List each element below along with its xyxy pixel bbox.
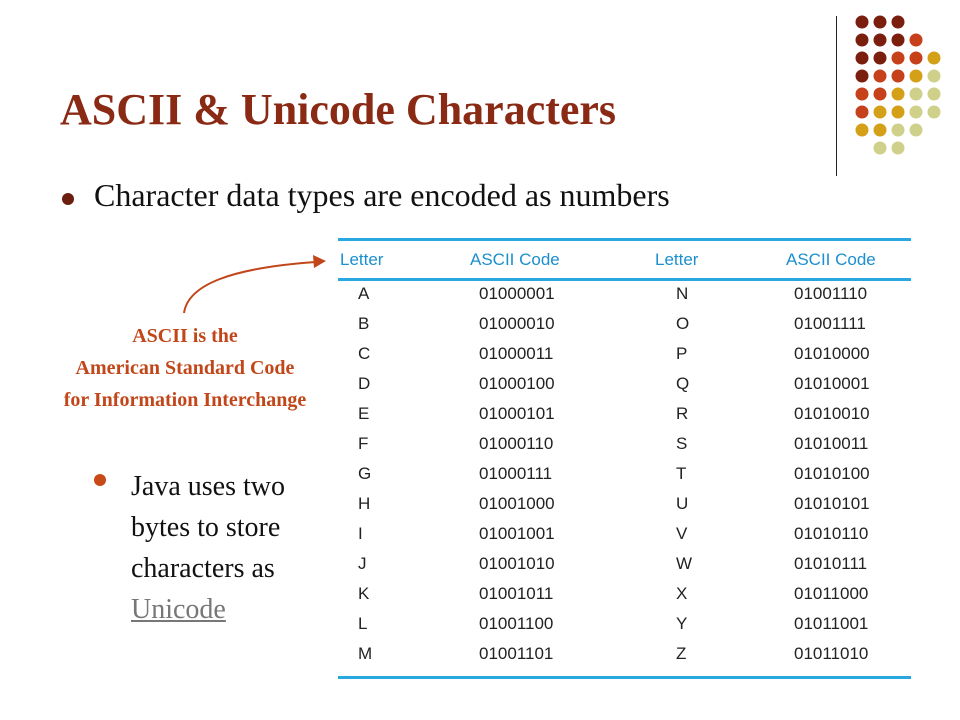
cell-ascii-code: 01001000 bbox=[479, 494, 555, 513]
slide-title: ASCII & Unicode Characters bbox=[60, 85, 617, 134]
table-header-letter: Letter bbox=[340, 250, 384, 269]
table-row bbox=[338, 464, 911, 494]
table-header-ascii-code: ASCII Code bbox=[786, 250, 876, 269]
cell-letter: D bbox=[358, 374, 371, 393]
decorative-dot bbox=[892, 142, 905, 155]
java-bullet-text bbox=[131, 466, 331, 630]
cell-ascii-code: 01000010 bbox=[479, 314, 555, 333]
cell-ascii-code: 01000100 bbox=[479, 374, 555, 393]
table-header-ascii-code: ASCII Code bbox=[470, 250, 560, 269]
decorative-dot bbox=[928, 88, 941, 101]
cell-ascii-code: 01011001 bbox=[794, 614, 869, 633]
cell-letter: B bbox=[358, 314, 370, 333]
cell-ascii-code: 01001110 bbox=[794, 284, 868, 303]
decorative-dot bbox=[856, 106, 869, 119]
decorative-dot bbox=[874, 106, 887, 119]
cell-ascii-code: 01010100 bbox=[794, 464, 870, 483]
cell-ascii-code: 01010101 bbox=[794, 494, 870, 513]
callout-line: for Information Interchange bbox=[63, 389, 307, 411]
decorative-dot bbox=[856, 52, 869, 65]
decorative-dot bbox=[892, 34, 905, 47]
table-row bbox=[338, 554, 911, 584]
cell-letter: X bbox=[676, 584, 688, 603]
cell-letter: O bbox=[676, 314, 690, 333]
decorative-dot bbox=[910, 88, 923, 101]
cell-ascii-code: 01000001 bbox=[479, 284, 555, 303]
cell-ascii-code: 01001101 bbox=[479, 644, 554, 663]
decorative-dot bbox=[910, 70, 923, 83]
cell-letter: H bbox=[358, 494, 371, 513]
table-row bbox=[338, 614, 911, 644]
cell-letter: M bbox=[358, 644, 373, 663]
decorative-dot bbox=[856, 70, 869, 83]
table-row bbox=[338, 524, 911, 554]
decorative-dot bbox=[856, 124, 869, 137]
table-bottom-rule bbox=[338, 676, 911, 679]
decorative-dot bbox=[928, 52, 941, 65]
cell-letter: Z bbox=[676, 644, 687, 663]
cell-letter: U bbox=[676, 494, 689, 513]
cell-letter: L bbox=[358, 614, 368, 633]
table-row bbox=[338, 584, 911, 614]
decorative-dot bbox=[874, 124, 887, 137]
cell-letter: S bbox=[676, 434, 688, 453]
cell-ascii-code: 01010011 bbox=[794, 434, 869, 453]
table-row bbox=[338, 434, 911, 464]
cell-letter: W bbox=[676, 554, 693, 573]
bullet-icon bbox=[94, 474, 106, 486]
decorative-dot bbox=[856, 34, 869, 47]
java-line: Java uses two bbox=[131, 471, 285, 502]
decorative-dot bbox=[910, 52, 923, 65]
ascii-code-table bbox=[338, 238, 911, 680]
decorative-dot bbox=[892, 16, 905, 29]
cell-ascii-code: 01000111 bbox=[479, 464, 553, 483]
cell-letter: Q bbox=[676, 374, 690, 393]
cell-letter: C bbox=[358, 344, 371, 363]
cell-letter: V bbox=[676, 524, 688, 543]
decorative-dot bbox=[856, 16, 869, 29]
decorative-dot bbox=[874, 34, 887, 47]
decorative-dot bbox=[874, 88, 887, 101]
decorative-dot bbox=[874, 142, 887, 155]
decorative-dot bbox=[928, 70, 941, 83]
decorative-dot bbox=[892, 88, 905, 101]
callout-line: American Standard Code bbox=[75, 357, 295, 379]
unicode-link[interactable]: Unicode bbox=[131, 594, 226, 625]
cell-letter: E bbox=[358, 404, 370, 423]
table-row bbox=[338, 404, 911, 434]
decorative-dot bbox=[874, 52, 887, 65]
cell-letter: Y bbox=[676, 614, 688, 633]
cell-ascii-code: 01011000 bbox=[794, 584, 869, 603]
cell-letter: K bbox=[358, 584, 370, 603]
table-row bbox=[338, 374, 911, 404]
cell-ascii-code: 01010000 bbox=[794, 344, 870, 363]
cell-ascii-code: 01001111 bbox=[794, 314, 866, 333]
cell-letter: P bbox=[676, 344, 688, 363]
cell-ascii-code: 01010110 bbox=[794, 524, 869, 543]
java-line: characters as bbox=[131, 553, 275, 584]
decorative-dot bbox=[874, 16, 887, 29]
ascii-callout bbox=[10, 320, 360, 416]
decorative-dot bbox=[910, 106, 923, 119]
cell-ascii-code: 01001001 bbox=[479, 524, 555, 543]
table-row bbox=[338, 314, 911, 344]
cell-letter: N bbox=[676, 284, 689, 303]
cell-ascii-code: 01001010 bbox=[479, 554, 555, 573]
cell-ascii-code: 01010010 bbox=[794, 404, 870, 423]
cell-letter: G bbox=[358, 464, 372, 483]
decorative-dot bbox=[892, 70, 905, 83]
decorative-dot bbox=[856, 88, 869, 101]
table-row bbox=[338, 284, 911, 314]
decorative-dot bbox=[928, 106, 941, 119]
java-line: bytes to store bbox=[131, 512, 281, 543]
cell-letter: I bbox=[358, 524, 363, 543]
title-divider bbox=[836, 16, 837, 176]
cell-letter: A bbox=[358, 284, 370, 303]
cell-letter: R bbox=[676, 404, 689, 423]
decorative-dot bbox=[874, 70, 887, 83]
bullet-text: Character data types are encoded as numbers bbox=[94, 177, 670, 213]
cell-ascii-code: 01011010 bbox=[794, 644, 869, 663]
cell-ascii-code: 01000011 bbox=[479, 344, 554, 363]
decorative-dot bbox=[892, 52, 905, 65]
decorative-dot bbox=[910, 34, 923, 47]
table-row bbox=[338, 644, 911, 674]
cell-letter: T bbox=[676, 464, 687, 483]
cell-ascii-code: 01000110 bbox=[479, 434, 554, 453]
table-row bbox=[338, 344, 911, 374]
cell-ascii-code: 01001011 bbox=[479, 584, 554, 603]
callout-line: ASCII is the bbox=[132, 325, 238, 347]
table-row bbox=[338, 494, 911, 524]
bullet-icon bbox=[62, 193, 74, 205]
table-header-letter: Letter bbox=[655, 250, 699, 269]
decorative-dot bbox=[892, 106, 905, 119]
table-top-rule bbox=[338, 238, 911, 241]
decorative-dot bbox=[910, 124, 923, 137]
cell-letter: F bbox=[358, 434, 369, 453]
cell-ascii-code: 01010111 bbox=[794, 554, 868, 573]
cell-ascii-code: 01010001 bbox=[794, 374, 870, 393]
table-header-rule bbox=[338, 278, 911, 281]
cell-letter: J bbox=[358, 554, 367, 573]
cell-ascii-code: 01000101 bbox=[479, 404, 555, 423]
decorative-dot bbox=[892, 124, 905, 137]
cell-ascii-code: 01001100 bbox=[479, 614, 554, 633]
